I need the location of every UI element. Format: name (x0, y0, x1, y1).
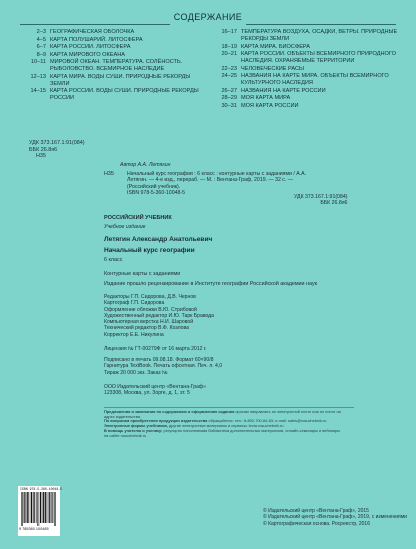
toc-entry (211, 66, 406, 73)
bbk-right: ББК 26.8я6 (320, 200, 348, 207)
toc-entry (211, 29, 406, 43)
toc-entry (20, 88, 215, 102)
grade: 6 класс (104, 257, 123, 263)
isbn-line: ISBN 978-5-360-10048-5 (127, 190, 185, 197)
toc-entry (20, 74, 215, 88)
bib-author: Автор А.А. Летягин (120, 162, 171, 168)
toc-pages: 14–15 (30, 88, 46, 94)
toc-text: ГЕОГРАФИЧЕСКАЯ ОБОЛОЧКА (50, 29, 135, 35)
toc-text: КАРТА МИРОВОГО ОКЕАНА (50, 51, 125, 58)
credits-list (104, 294, 214, 338)
copyright-line: © Издательский центр «Вентана-Граф», 2015 (263, 508, 369, 514)
toc-text: НАЗВАНИЯ НА КАРТЕ РОССИИ (241, 87, 326, 94)
toc-pages: 2–3 (36, 29, 46, 35)
toc-entry (211, 95, 406, 102)
toc-pages: 12–13 (30, 73, 46, 80)
toc-text: ТЕМПЕРАТУРА ВОЗДУХА, ОСАДКИ, ВЕТРЫ. ПРИРОДНЫЕ РЕКОРДЫ ЗЕМЛИ (241, 29, 398, 42)
publisher-notice (104, 410, 344, 438)
credit-line: Оформление обложки В.Ю. Стрибовой (104, 306, 197, 313)
review-note: Издание прошло рецензирование в Институте географии Российской академии наук (104, 281, 318, 287)
toc-entry (211, 44, 406, 51)
toc-entry (20, 44, 215, 51)
bib-classification (294, 194, 347, 207)
toc-entry (20, 59, 215, 73)
toc-pages: 24–25 (221, 73, 237, 79)
toc-text: КАРТА РОССИИ. ВОДЫ СУШИ. ПРИРОДНЫЕ РЕКОРДЫ РОССИИ (50, 88, 199, 101)
author-mark: Н35 (36, 153, 46, 160)
toc-pages: 22–23 (221, 65, 237, 72)
barcode-isbn: ISBN 978-5-360-10048-5 (20, 487, 63, 491)
author-name: Летягин Александр Анатольевич (104, 236, 213, 243)
toc-text: КАРТА РОССИИ. ОБЪЕКТЫ ВСЕМИРНОГО ПРИРОДНОГО НАСЛЕДИЯ. ОХРАНЯЕМЫЕ ТЕРРИТОРИИ (241, 51, 396, 64)
toc-entry (211, 73, 406, 87)
isbn-barcode (18, 486, 63, 536)
toc-pages: 4–5 (36, 36, 46, 43)
toc-pages: 16–17 (221, 29, 237, 35)
toc-pages: 30–31 (221, 102, 237, 109)
toc-pages: 6–7 (36, 44, 46, 50)
notice-paragraph (104, 429, 344, 438)
print-line: Тираж 20 000 экз. Заказ № (104, 369, 168, 376)
toc-title: СОДЕРЖАНИЕ (173, 12, 243, 22)
udk-right: УДК 373.167.1:91(084) (294, 194, 348, 200)
toc-text: ЧЕЛОВЕЧЕСКИЕ РАСЫ (241, 65, 304, 72)
toc-text: КАРТА МИРА. БИОСФЕРА (241, 43, 311, 50)
toc-pages: 20–21 (221, 51, 237, 57)
toc-rule-right (246, 24, 396, 25)
publisher-line: ООО Издательский центр «Вентана-Граф» (104, 384, 206, 390)
series-name: РОССИЙСКИЙ УЧЕБНИК (104, 215, 172, 221)
credit-line: Художественный редактор И.Ю. Тарк Бравода (104, 312, 214, 319)
udk-line: УДК 373.167.1:91(084) (29, 140, 85, 146)
print-line: Гарнитура TextBook. Печать офсетная. Печ. л. 4,0 (104, 363, 223, 370)
copyright-line: © Издательский центр «Вентана-Граф», 2019, с изменениями (263, 514, 407, 521)
notice-text: другие электронные материалы и сервисы: lecta.rosuchebnik.ru (168, 423, 284, 429)
bib-text: Начальный курс географии : 6 класс : контурные карты с заданиями / А.А. Летягин. — 4-е изд., перераб. — М. : Вентана-Граф, 2019. — 32 с. — (Российский учебник). (127, 171, 307, 190)
toc-text: КАРТА МИРА. ВОДЫ СУШИ. ПРИРОДНЫЕ РЕКОРДЫ ЗЕМЛИ (50, 73, 191, 87)
notice-divider (104, 407, 354, 408)
toc-text: МОЯ КАРТА МИРА (241, 95, 291, 101)
notice-heading: В помощь учителю и ученику: (104, 427, 163, 433)
toc-pages: 10–11 (30, 59, 46, 65)
book-subtitle: Контурные карты с заданиями (104, 271, 181, 277)
toc-entry (20, 29, 215, 36)
licence: Лицензия № ГТ-00279Ф от 16 марта 2012 г. (104, 346, 207, 352)
copyright-line: © Картографическая основа. Росреестр, 2016 (263, 520, 370, 527)
notice-text: просим направлять по электронной почте или по почте на адрес издательства (104, 409, 341, 419)
credit-line: Картограф Г.П. Сидорова (104, 300, 165, 307)
toc-rule-left (20, 24, 170, 25)
barcode-number: 9 785360 100485 (19, 527, 49, 531)
credit-line: Технический редактор В.Ф. Козлова (104, 325, 190, 332)
print-details (104, 357, 222, 376)
toc-entry (20, 37, 215, 44)
toc-entry (211, 88, 406, 95)
toc-text: КАРТА РОССИИ. ЛИТОСФЕРА (50, 44, 131, 50)
toc-entry (20, 52, 215, 59)
toc-text: МОЯ КАРТА РОССИИ (241, 102, 299, 109)
toc-pages: 26–27 (221, 87, 237, 94)
barcode-bars-icon (21, 492, 57, 526)
copyright-block (263, 508, 407, 527)
edition-type: Учебное издание (104, 224, 146, 230)
publisher-address (104, 384, 206, 397)
toc-text: НАЗВАНИЯ НА КАРТЕ МИРА. ОБЪЕКТЫ ВСЕМИРНОГО КУЛЬТУРНОГО НАСЛЕДИЯ (241, 73, 389, 86)
credit-line: Корректор Е.Е. Никулина (104, 331, 164, 338)
udk-block (29, 140, 85, 160)
toc-entry (211, 103, 406, 110)
toc-pages: 18–19 (221, 43, 237, 50)
toc-right-column (211, 29, 406, 110)
notice-heading: Электронные формы учебников, (104, 423, 168, 429)
publisher-line: 123308, Москва, ул. Зорге, д. 1, эт. 5 (104, 390, 190, 397)
toc-pages: 28–29 (221, 95, 237, 101)
book-title: Начальный курс географии (104, 247, 195, 254)
bib-author-mark: Н35 (104, 171, 114, 177)
notice-text: регулярно пополняемая библиотека дополнительных материалов, онлайн-семинары и вебинары на сайте rosuchebnik.ru (104, 427, 341, 438)
toc-entry (211, 51, 406, 65)
toc-text: МИРОВОЙ ОКЕАН. ТЕМПЕРАТУРА. СОЛЁНОСТЬ. РЫБОЛОВСТВО. ВСЕМИРНОЕ НАСЛЕДИЕ (50, 59, 183, 72)
notice-heading: Предложения и замечания по содержанию и оформлению издания (104, 409, 235, 414)
credit-line: Компьютерная верстка Н.И. Шаровой (104, 319, 194, 326)
print-line: Подписано в печать 09.08.18. Формат 60×90/8 (104, 357, 214, 363)
toc-pages: 8–9 (36, 51, 46, 58)
toc-left-column (20, 29, 215, 103)
toc-text: КАРТА ПОЛУШАРИЙ. ЛИТОСФЕРА (50, 36, 143, 43)
credit-line: Редакторы Г.П. Сидорова, Д.В. Чернов (104, 294, 196, 300)
bib-description (120, 171, 320, 197)
notice-text: обращайтесь: тел.: 8-800-700-64-83; e-mail: sales@rosuchebnik.ru (208, 418, 327, 424)
notice-heading: По вопросам приобретения продукции издательства (104, 418, 208, 424)
bbk-line: ББК 26.8я6 (29, 146, 58, 153)
